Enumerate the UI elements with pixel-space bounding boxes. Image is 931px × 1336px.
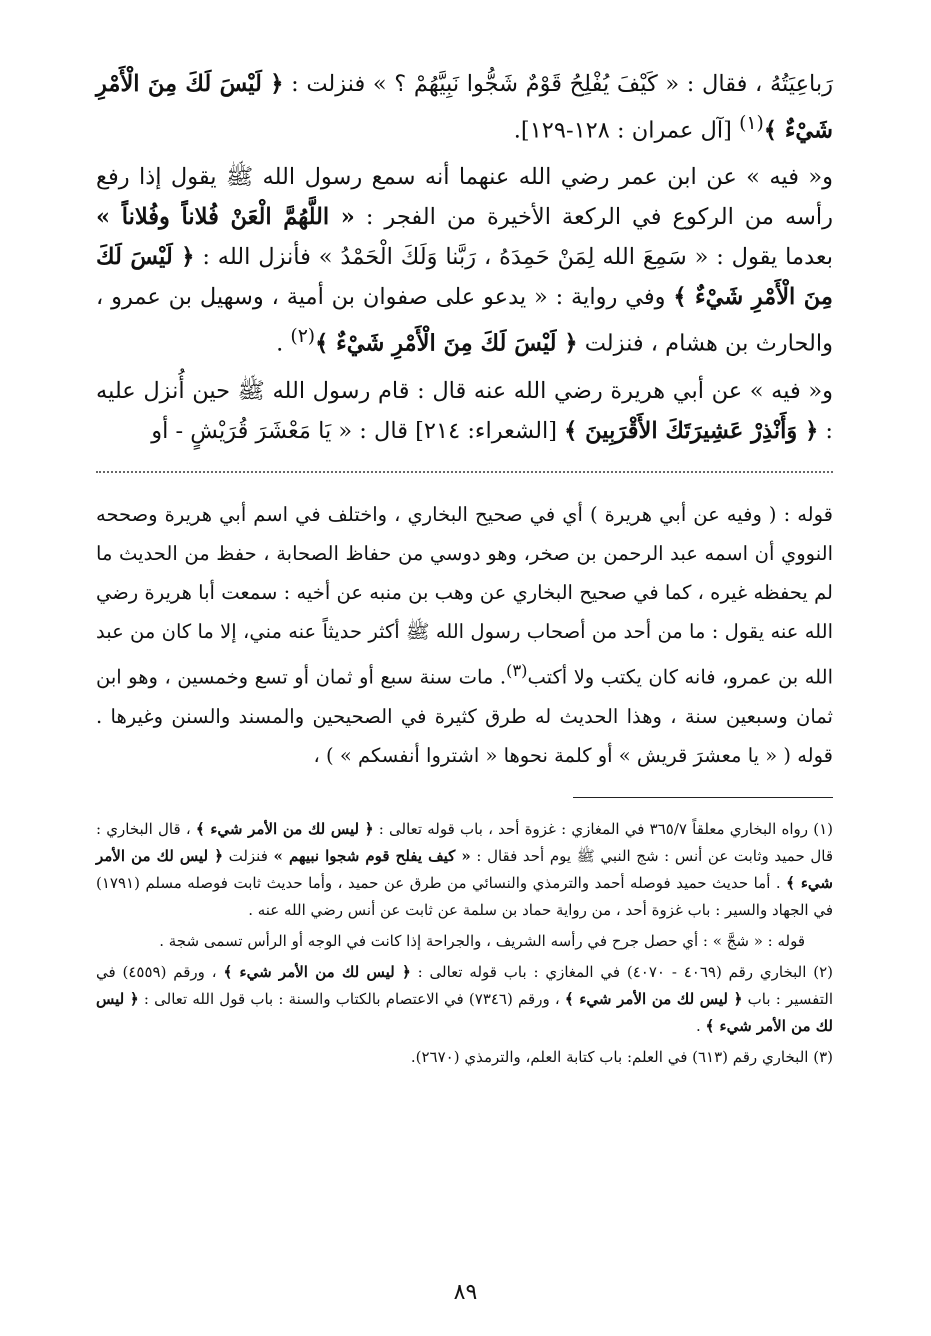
footnote-ref-1: (١) bbox=[739, 113, 764, 134]
quran-quote: ﴿ ليس لك من الأمر شيء ﴾ bbox=[564, 989, 743, 1008]
text: . bbox=[276, 330, 291, 356]
text: بعدما يقول : « سَمِعَ الله لِمَنْ حَمِدَهُ ، رَبَّنا وَلَكَ الْحَمْدُ » فأنزل الله : bbox=[194, 243, 833, 270]
footnote-3: (٣) البخاري رقم (٦١٣) في العلم: باب كتابة العلم، والترمذي (٢٦٧٠). bbox=[410, 1047, 833, 1066]
dotted-separator bbox=[96, 471, 833, 473]
commentary bbox=[96, 495, 833, 775]
paragraph-2 bbox=[96, 157, 833, 364]
quran-quote: ﴿ ليس لك من الأمر شيء ﴾ bbox=[96, 846, 834, 892]
verse-reference: [الشعراء: ٢١٤] bbox=[407, 418, 565, 444]
main-text bbox=[96, 64, 833, 451]
text: ، ورقم (٧٣٤٦) في الاعتصام بالكتاب والسنة : باب قول الله تعالى : bbox=[138, 989, 565, 1008]
text: قوله : ( وفيه عن أبي هريرة ) أي في صحيح البخاري ، واختلف في اسم أبي هريرة وصححه النووي أن اسمه عبد الرحمن بن صخر، وهو دوسي من حفاظ الصحابة ، حفظ من الحديث ما لم يحفظه غيره ، كما في صحيح البخاري عن وهب بن منبه عن أخيه : سمعت أبا هريرة رضي الله عنه يقول : ما من أحد من أصحاب رسول الله ﷺ أكثر حديثاً عنه مني، إلا ما كان من عبد الله بن عمرو، فانه كان يكتب ولا أكتب bbox=[96, 503, 833, 689]
text: ، ورقم (٤٥٥٩) في التفسير : باب bbox=[96, 962, 833, 1008]
paragraph-3 bbox=[96, 371, 833, 451]
text: (١) رواه البخاري معلقاً ٣٦٥/٧ في المغازي : غزوة أحد ، باب قوله تعالى : bbox=[373, 819, 833, 838]
page-number: ٨٩ bbox=[453, 1280, 478, 1305]
text: ، قال البخاري : قال حميد وثابت عن أنس : شج النبي ﷺ يوم أحد فقال : bbox=[96, 819, 834, 865]
text: فنزلت bbox=[222, 846, 274, 865]
text: و« فيه » عن أبي هريرة رضي الله عنه قال : قام رسول الله ﷺ حين أُنزل عليه : bbox=[96, 378, 833, 444]
quran-quote: ﴿ وَأَنْذِرْ عَشِيرَتَكَ الأَقْرَبِينَ ﴾ bbox=[564, 418, 819, 444]
paragraph-1 bbox=[96, 64, 833, 151]
quran-quote: ﴿ ليس لك من الأمر شيء ﴾ bbox=[195, 819, 374, 838]
footnote-1 bbox=[96, 816, 833, 924]
quran-quote: ﴿ لَيْسَ لَكَ مِنَ الْأَمْرِ شَيْءٌ ﴾ bbox=[96, 243, 833, 310]
text: . مات سنة سبع أو ثمان أو تسع وخمسين ، وهو ابن ثمان وسبعين سنة ، وهذا الحديث له طرق كثيرة في الصحيحين والمسند والسنن وغيرها . قوله ( « يا معشرَ قريش » أو كلمة نحوها « اشتروا أنفسكم » ) ، bbox=[96, 665, 833, 767]
text: رَباعِيَتُهُ ، فقال : « كَيْفَ يُفْلِحُ قَوْمٌ شَجُّوا نَبِيَّهُمْ ؟ » فنزلت : bbox=[283, 71, 833, 97]
hadith-quote: « كيف يفلح قوم شجوا نبيهم » bbox=[273, 846, 471, 865]
text: وفي رواية : « يدعو على صفوان بن أمية ، وسهيل بن عمرو ، والحارث بن هشام ، فنزلت bbox=[96, 283, 833, 356]
footnote-1-note: قوله : « شجَّ » : أي حصل جرح في رأسه الشريف ، والجراحة إذا كانت في الوجه أو الرأس تسمى شجة . bbox=[159, 931, 805, 950]
footnote-ref-2: (٢) bbox=[290, 325, 316, 347]
quran-quote: ﴿ ليس لك من الأمر شيء ﴾ bbox=[223, 962, 411, 981]
quran-quote: ﴿ لَيْسَ لَكَ مِنَ الْأَمْرِ شَيْءٌ ﴾ bbox=[96, 71, 833, 144]
verse-reference: [آل عمران : ١٢٨-١٢٩]. bbox=[513, 117, 740, 144]
text: و« فيه » عن ابن عمر رضي الله عنهما أنه سمع رسول الله ﷺ يقول إذا رفع رأسه من الركوع في الركعة الأخيرة من الفجر : bbox=[96, 163, 833, 230]
quran-quote: ﴿ ليس لك من الأمر شيء ﴾ bbox=[96, 989, 833, 1035]
footnotes bbox=[96, 816, 833, 1071]
text: قال : « يَا مَعْشَرَ قُرَيْشٍ - أو bbox=[151, 418, 408, 444]
text: . bbox=[695, 1016, 706, 1035]
footnote-ref-3: (٣) bbox=[506, 661, 528, 680]
text: . أما حديث حميد فوصله أحمد والترمذي والنسائي من طرق عن حميد ، وأما حديث ثابت فوصله مسلم (١٧٩١) في الجهاد والسير : باب غزوة أحد ، من رواية حماد بن سلمة عن ثابت عن أنس رضي الله عنه . bbox=[96, 873, 833, 919]
quran-quote: ﴿ لَيْسَ لَكَ مِنَ الْأَمْرِ شَيْءٌ ﴾ bbox=[315, 330, 578, 356]
footnote-rule bbox=[573, 797, 833, 798]
hadith-quote: « اللَّهُمَّ الْعَنْ فُلاناً وفُلاناً » bbox=[96, 203, 355, 230]
text: (٢) البخاري رقم (٤٠٦٩ - ٤٠٧٠) في المغازي : باب قوله تعالى : bbox=[410, 962, 833, 981]
commentary-paragraph bbox=[96, 495, 833, 775]
footnote-2 bbox=[96, 959, 833, 1040]
